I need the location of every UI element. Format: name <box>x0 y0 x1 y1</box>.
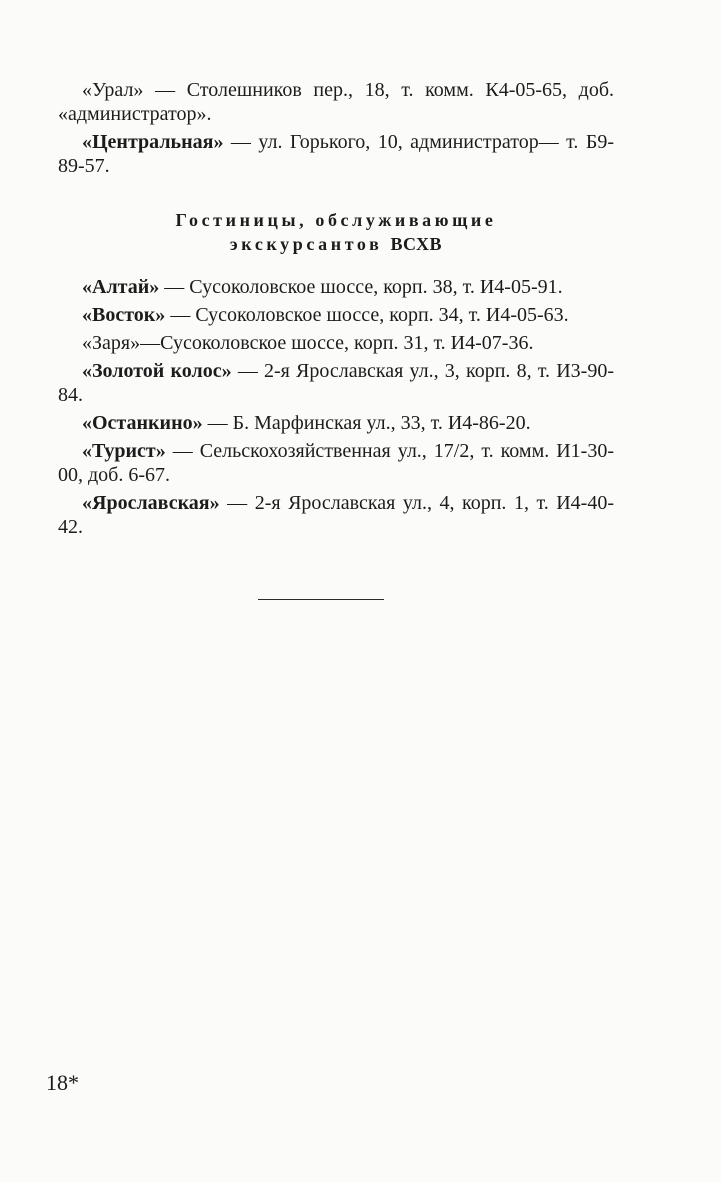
section-heading-line-1: Гостиницы, обслуживающие <box>175 210 497 230</box>
hotel-entry-yaroslavskaya <box>58 491 614 539</box>
section-heading <box>58 208 614 256</box>
page-number: 18* <box>46 1070 79 1095</box>
entry-name: «Центральная» <box>82 131 224 153</box>
hotel-name: «Алтай» <box>82 276 160 298</box>
hotel-entry-zolotoy-kolos <box>58 359 614 407</box>
hotel-details: — Сусоколовское шоссе, корп. 34, т. И4-05-63. <box>165 304 569 326</box>
section-heading-line-2 <box>58 232 614 256</box>
hotel-details: — Сусоколовское шоссе, корп. 38, т. И4-05-91. <box>159 276 563 298</box>
hotel-name: «Останкино» <box>82 412 203 434</box>
section-end-rule <box>258 599 384 600</box>
hotel-name: «Золотой колос» <box>82 360 232 382</box>
entry-ural <box>58 78 614 126</box>
text-column <box>58 78 614 543</box>
hotel-name: «Турист» <box>82 440 166 462</box>
hotel-details: —Сусоколовское шоссе, корп. 31, т. И4-07-36. <box>140 332 534 354</box>
hotel-entry-ostankino <box>58 411 614 435</box>
hotel-details: — Б. Марфинская ул., 33, т. И4-86-20. <box>202 412 531 434</box>
section-heading-spaced-word: экскурсантов <box>229 234 383 254</box>
entry-tsentralnaya <box>58 130 614 178</box>
hotel-entry-altai <box>58 275 614 299</box>
hotel-details: — 2-я Ярославская ул., 4, корп. 1, т. И4-40-42. <box>58 492 614 538</box>
entry-name: «Урал» <box>82 79 144 101</box>
hotel-entry-turist <box>58 439 614 487</box>
hotel-details: — Сельскохозяйственная ул., 17/2, т. комм. И1-30-00, доб. 6-67. <box>58 440 614 486</box>
hotel-details: — 2-я Ярославская ул., 3, корп. 8, т. И3-90-84. <box>58 360 614 406</box>
hotel-entry-zarya <box>58 331 614 355</box>
entry-text: — ул. Горького, 10, администратор— т. Б9-89-57. <box>58 131 614 177</box>
entry-text: — Столешников пер., 18, т. комм. К4-05-65, доб. «администратор». <box>58 79 614 125</box>
hotel-name: «Восток» <box>82 304 166 326</box>
section-heading-abbreviation: ВСХВ <box>390 234 443 254</box>
hotel-name: «Ярославская» <box>82 492 220 514</box>
hotel-entry-vostok <box>58 303 614 327</box>
hotel-name: «Заря» <box>82 332 141 354</box>
